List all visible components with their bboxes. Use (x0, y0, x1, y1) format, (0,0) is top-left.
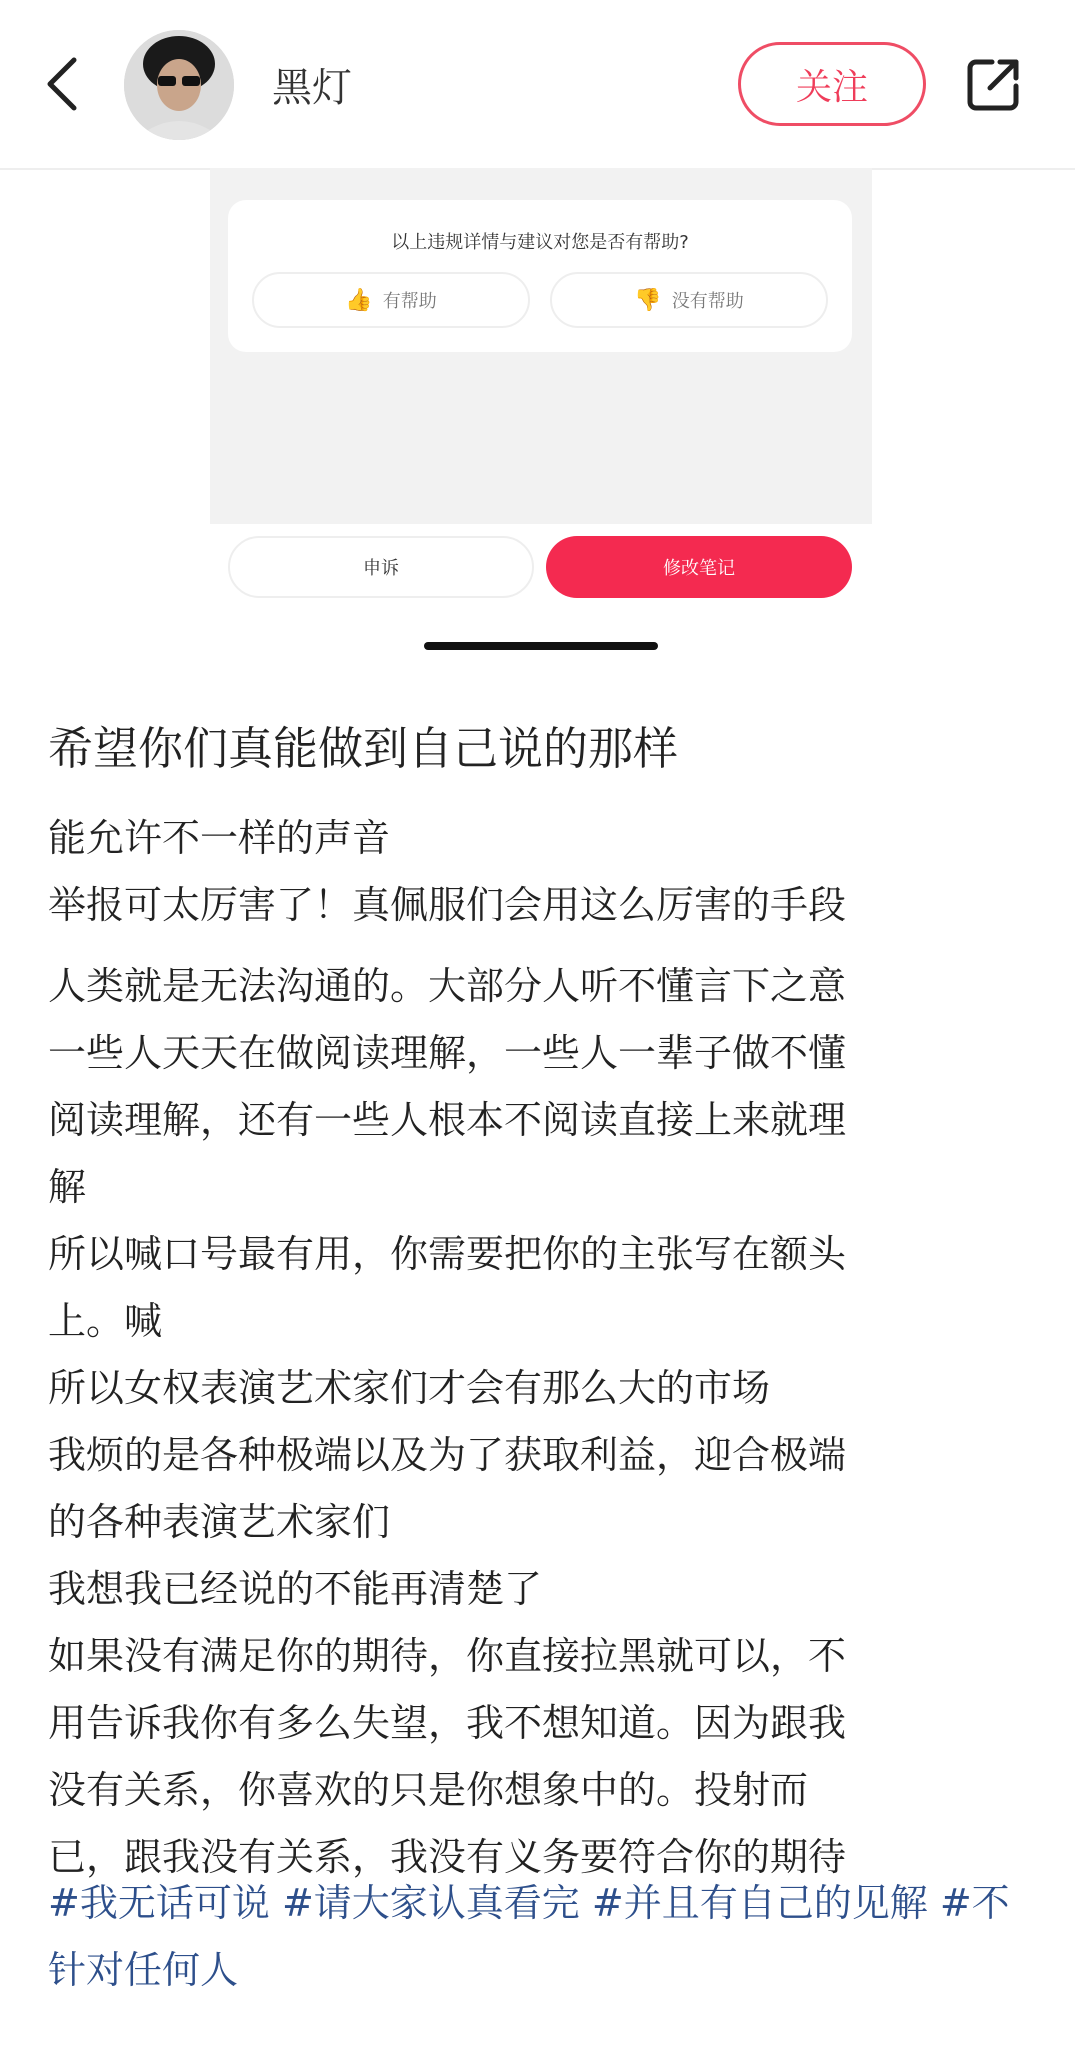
body-line: 上。喊 (48, 1299, 163, 1343)
feedback-card (228, 200, 852, 352)
body-line: 用告诉我你有多么失望，我不想知道。因为跟我 (48, 1701, 847, 1745)
body-line: 举报可太厉害了！真佩服们会用这么厉害的手段 (48, 883, 847, 927)
paragraph-gap (48, 939, 1038, 953)
body-line: 我想我已经说的不能再清楚了 (48, 1567, 543, 1611)
appeal-button[interactable]: 申诉 (228, 536, 534, 598)
post-body (48, 805, 1038, 1891)
share-icon[interactable] (962, 52, 1026, 116)
feedback-question: 以上违规详情与建议对您是否有帮助? (391, 232, 689, 253)
top-bar (0, 0, 1075, 170)
follow-button[interactable]: 关注 (738, 42, 926, 126)
body-line: 没有关系，你喜欢的只是你想象中的。投射而 (48, 1768, 809, 1812)
author-name[interactable]: 黑灯 (272, 65, 352, 111)
not-helpful-button[interactable] (550, 272, 828, 328)
thumbs-up-icon: 👍 (345, 287, 373, 313)
avatar-image (124, 30, 234, 140)
body-line: 如果没有满足你的期待，你直接拉黑就可以，不 (48, 1634, 847, 1678)
helpful-label: 有帮助 (382, 291, 437, 312)
back-arrow-icon[interactable] (40, 52, 88, 116)
body-line: 所以喊口号最有用，你需要把你的主张写在额头 (48, 1232, 847, 1276)
hashtag-link[interactable]: #请大家认真看完 (281, 1881, 580, 1925)
hashtag-link[interactable]: #并且有自己的见解 (591, 1881, 928, 1925)
body-line: 的各种表演艺术家们 (48, 1500, 391, 1544)
hashtag-link[interactable]: #不针对任何人 (48, 1881, 1010, 1992)
body-line: 已，跟我没有关系，我没有义务要符合你的期待 (48, 1835, 847, 1879)
modify-note-button[interactable]: 修改笔记 (546, 536, 852, 598)
not-helpful-label: 没有帮助 (671, 291, 744, 312)
avatar[interactable] (124, 30, 234, 140)
hashtag-link[interactable]: #我无话可说 (48, 1881, 270, 1925)
hashtag-list (48, 1870, 1038, 2004)
body-line: 我烦的是各种极端以及为了获取利益，迎合极端 (48, 1433, 847, 1477)
body-line: 人类就是无法沟通的。大部分人听不懂言下之意 (48, 964, 847, 1008)
body-line: 一些人天天在做阅读理解，一些人一辈子做不懂 (48, 1031, 847, 1075)
body-line: 所以女权表演艺术家们才会有那么大的市场 (48, 1366, 771, 1410)
thumbs-down-icon: 👎 (634, 287, 662, 313)
body-line: 阅读理解，还有一些人根本不阅读直接上来就理 (48, 1098, 847, 1142)
home-indicator (424, 642, 658, 650)
post-title: 希望你们真能做到自己说的那样 (48, 722, 679, 775)
helpful-button[interactable] (252, 272, 530, 328)
body-line: 能允许不一样的声音 (48, 816, 391, 860)
body-line: 解 (48, 1165, 87, 1209)
